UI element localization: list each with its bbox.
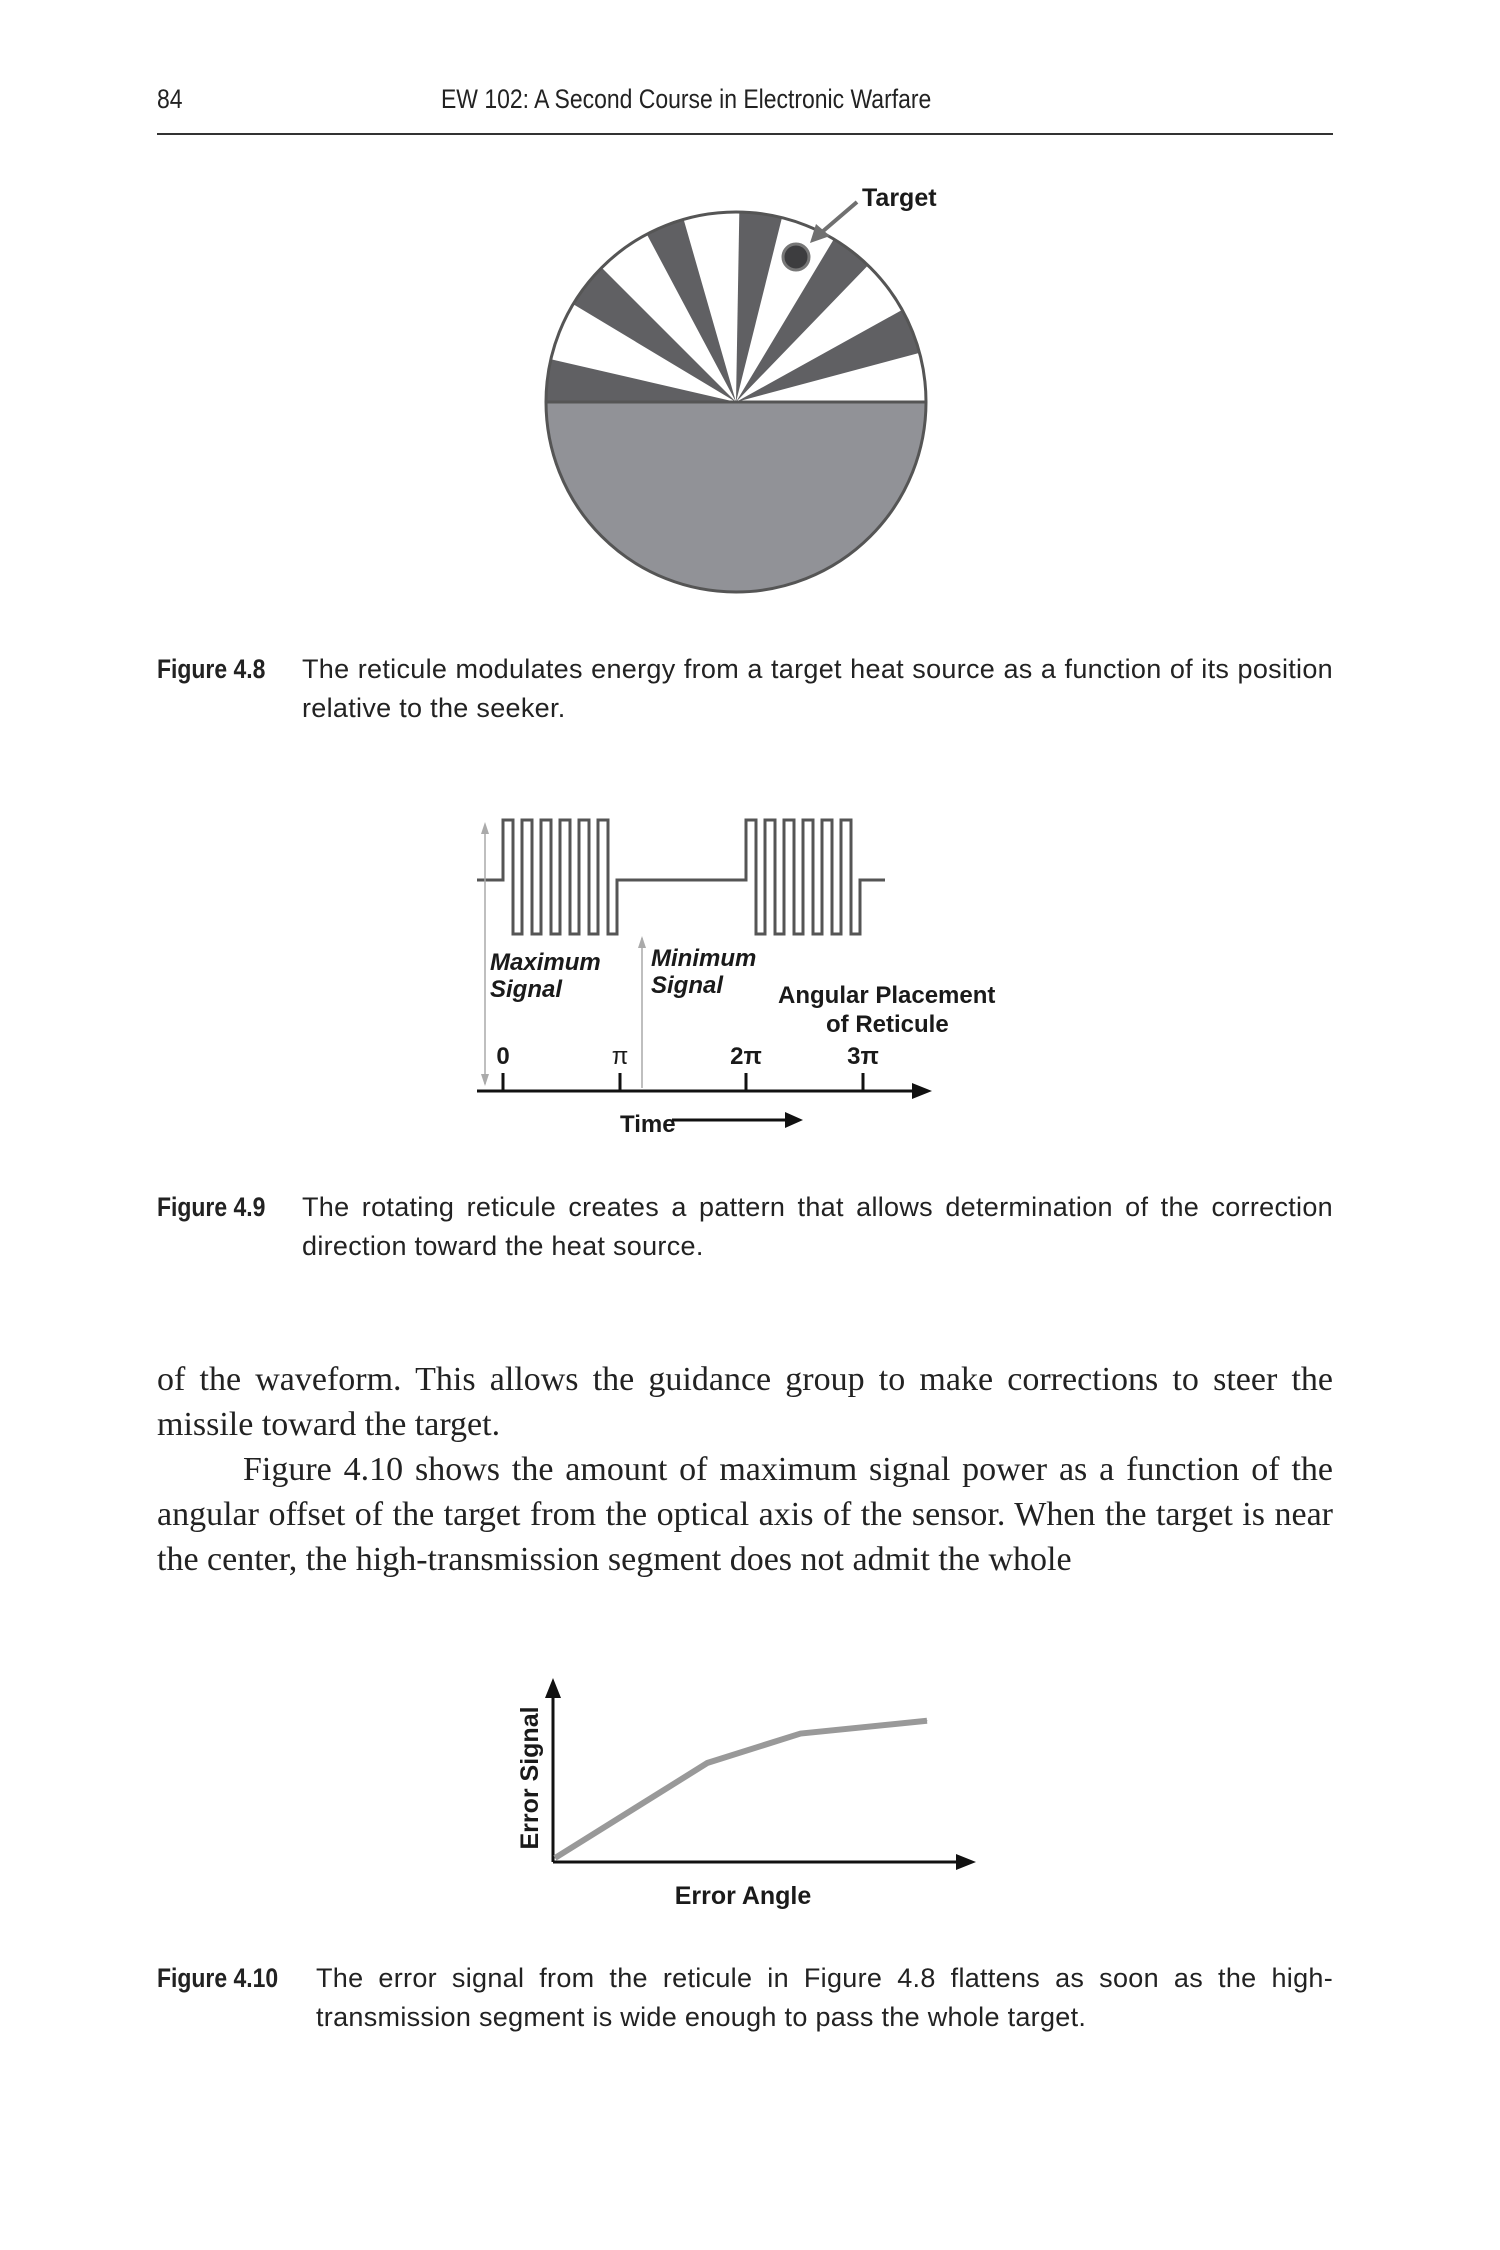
caption-label: Figure 4.10 — [157, 1963, 279, 1993]
x-axis-arrowhead — [956, 1854, 976, 1870]
running-title: EW 102: A Second Course in Electronic Warfare — [441, 84, 932, 114]
tick-label-2pi: 2π — [730, 1043, 762, 1070]
curve-point — [800, 1733, 801, 1734]
page-number: 84 — [157, 84, 183, 114]
tick-label-3pi: 3π — [847, 1043, 879, 1070]
max-label-2: Signal — [490, 976, 563, 1003]
angular-label-2: of Reticule — [826, 1011, 949, 1038]
target-label: Target — [862, 184, 937, 212]
curve-point — [555, 1858, 556, 1859]
error-curve — [555, 1721, 927, 1858]
tick-label-pi: π — [611, 1043, 629, 1070]
caption-text: The reticule modulates energy from a target heat source as a function of its position relative to the seeker. — [302, 654, 1333, 723]
paragraph: of the waveform. This allows the guidance group to make corrections to steer the missile toward the target. — [157, 1361, 1333, 1443]
y-axis-arrowhead — [545, 1678, 561, 1698]
curve-point — [707, 1762, 708, 1763]
time-label: Time — [620, 1111, 676, 1138]
min-label-1: Minimum — [651, 945, 757, 972]
x-axis-label: Error Angle — [674, 1882, 812, 1910]
curve-point — [927, 1720, 928, 1721]
figure-4-10-caption — [157, 1959, 1333, 2037]
paragraph: Figure 4.10 shows the amount of maximum signal power as a function of the angular offset of the target from the optical axis of the sensor. When the target is near the center, the high-transmission segment does not admit the whole — [157, 1451, 1333, 1578]
caption-label: Figure 4.9 — [157, 1192, 266, 1222]
caption-text: The error signal from the reticule in Figure 4.8 flattens as soon as the high-transmission segment is wide enough to pass the whole target. — [316, 1963, 1333, 2032]
tick-label-0: 0 — [496, 1043, 510, 1070]
caption-label: Figure 4.8 — [157, 654, 266, 684]
angular-label-1: Angular Placement — [778, 982, 996, 1009]
caption-text: The rotating reticule creates a pattern that allows determination of the correction direction toward the heat source. — [302, 1192, 1333, 1261]
min-label-2: Signal — [651, 972, 724, 999]
y-axis-label: Error Signal — [516, 1706, 544, 1850]
max-label-1: Maximum — [490, 949, 601, 976]
